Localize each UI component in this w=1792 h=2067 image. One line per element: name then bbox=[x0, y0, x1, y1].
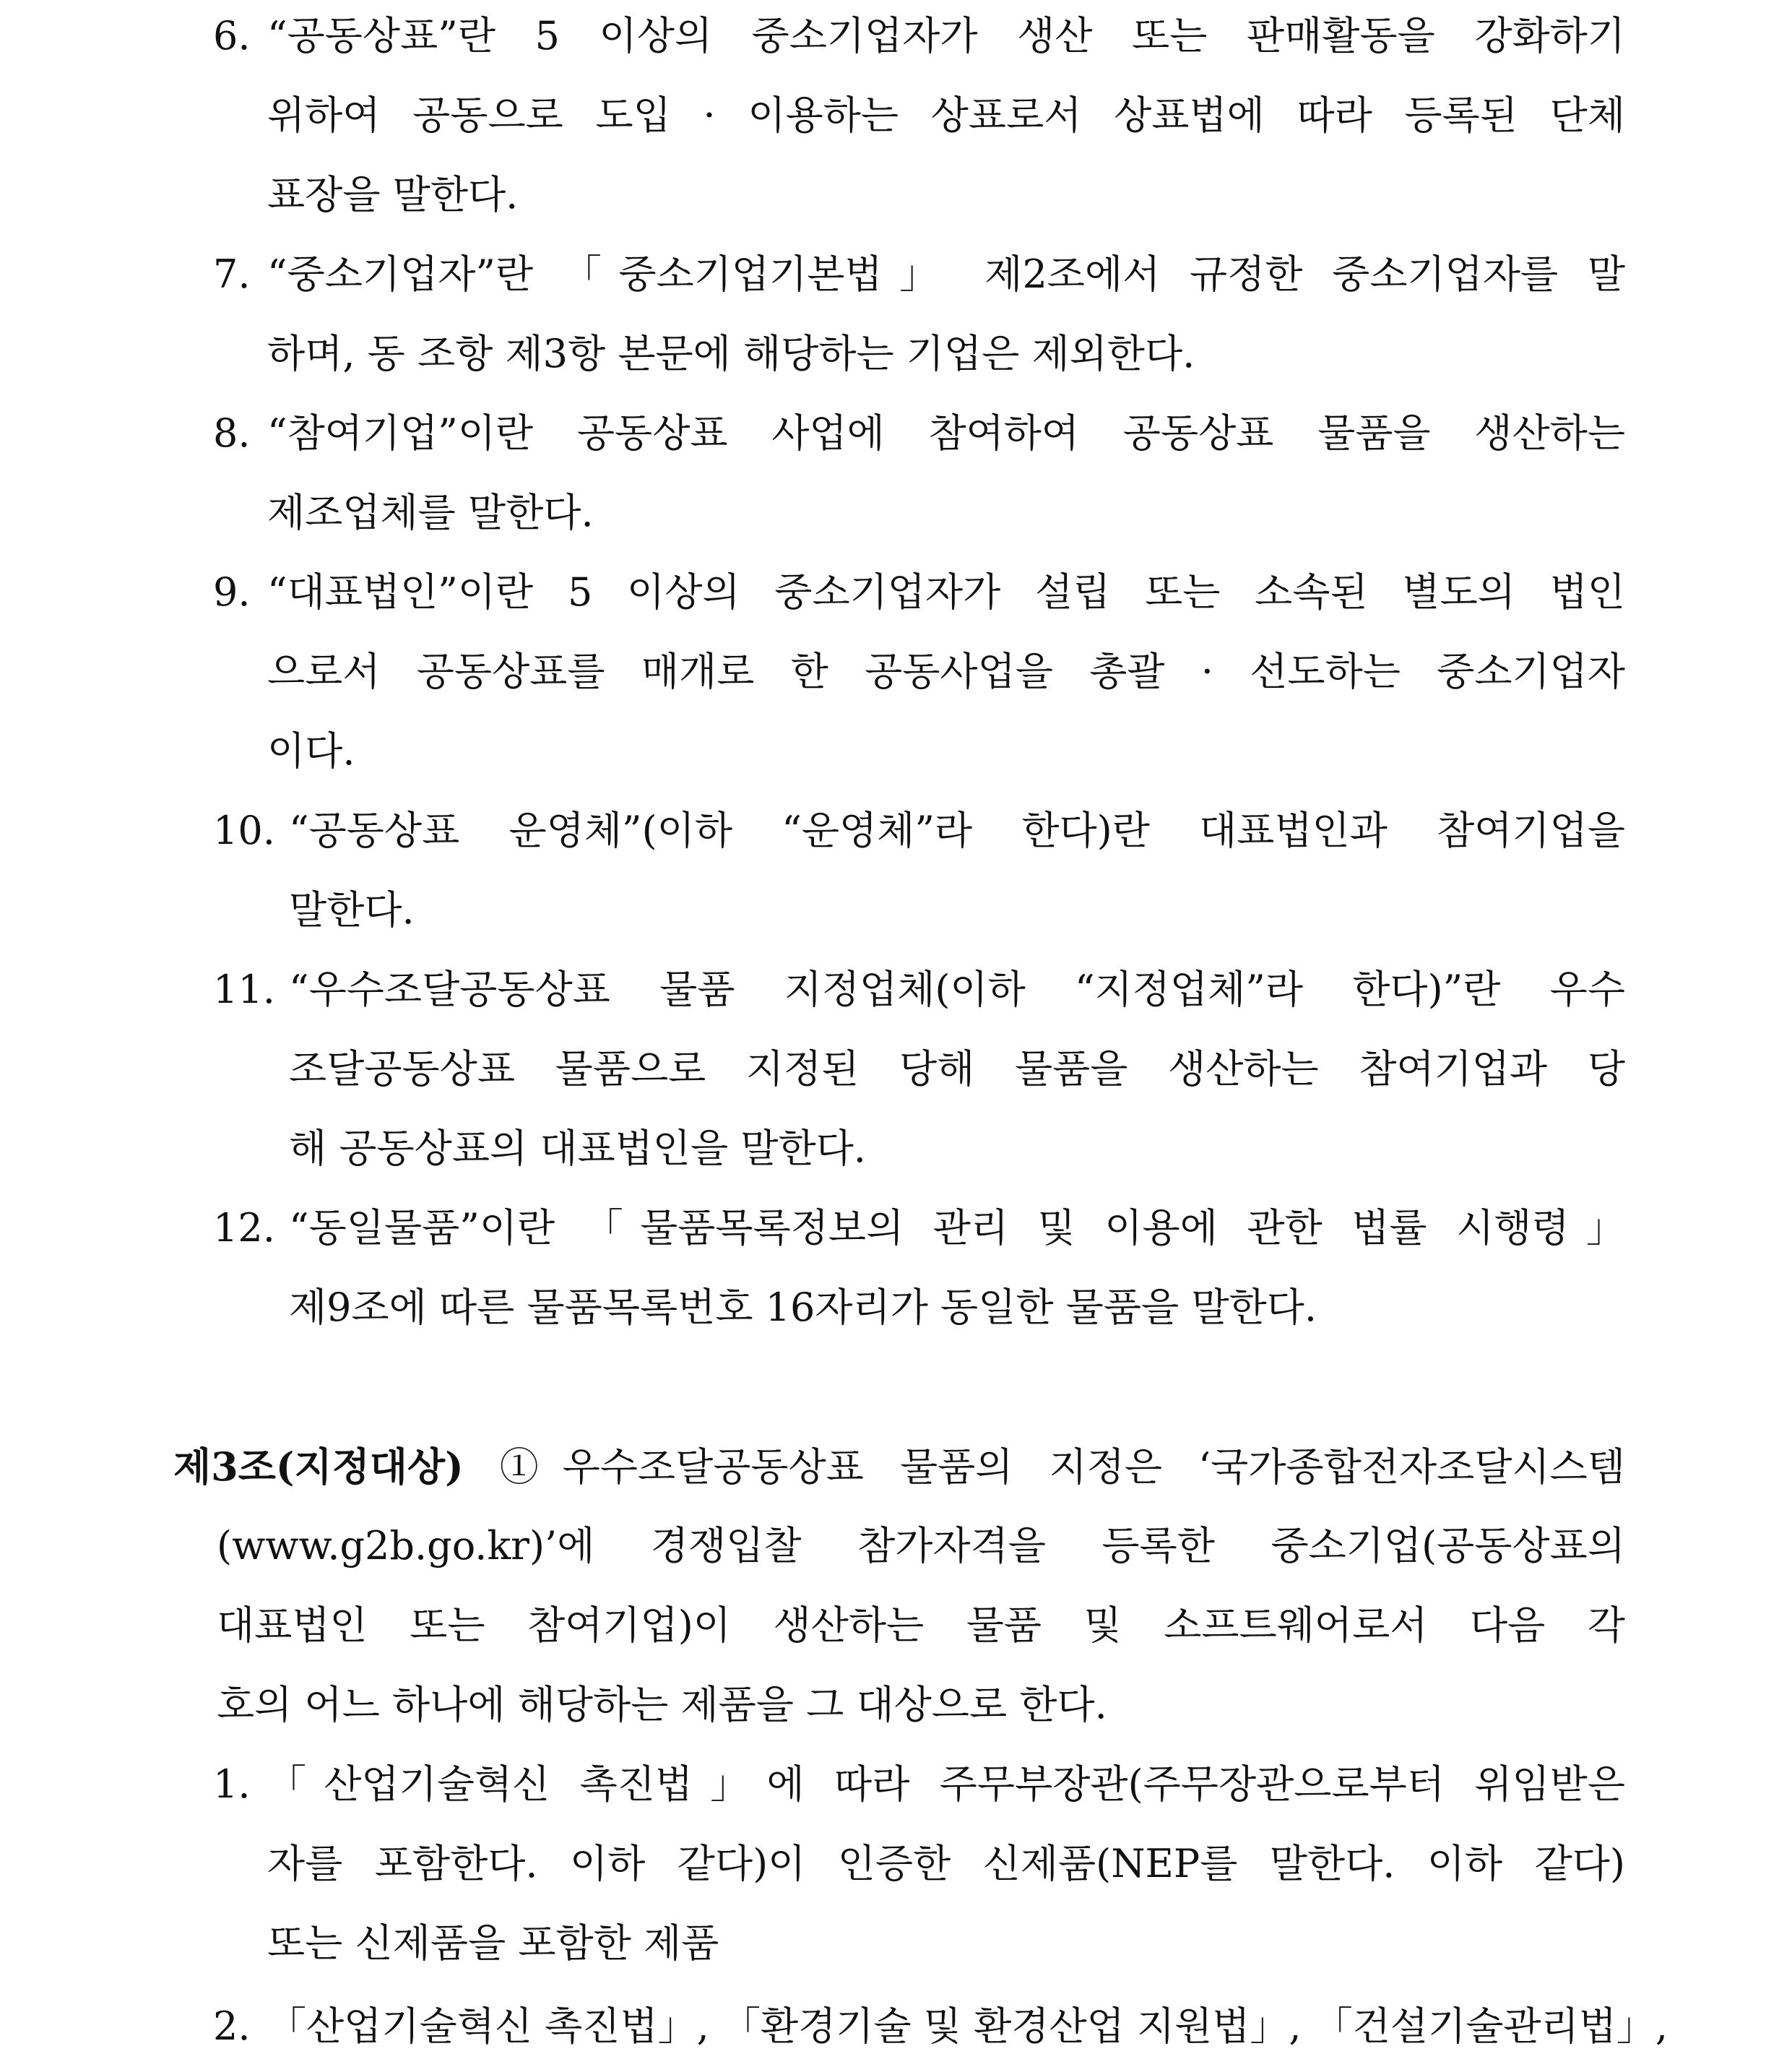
item-text-line: “우수조달공동상표 물품 지정업체(이하 “지정업체”라 한다)”란 우수 bbox=[289, 967, 1625, 1012]
item-text-line: 하며, 동 조항 제3항 본문에 해당하는 기업은 제외한다. bbox=[267, 331, 1195, 376]
item-text-line: 「산업기술혁신 촉진법」에 따라 주무부장관(주무장관으로부터 위임받은 bbox=[267, 1761, 1625, 1807]
article-text-line: (www.g2b.go.kr)’에 경쟁입찰 참가자격을 등록한 중소기업(공동상표의 bbox=[217, 1523, 1625, 1568]
item-number: 7. bbox=[213, 251, 251, 297]
item-number: 11. bbox=[213, 967, 275, 1012]
article-text: ①우수조달공동상표 물품의 지정은 ‘국가종합전자조달시스템 bbox=[499, 1444, 1625, 1490]
item-number: 2. bbox=[213, 2003, 251, 2049]
item-text-line: 또는 신제품을 포함한 제품 bbox=[267, 1920, 719, 1966]
item-text-line: 제조업체를 말한다. bbox=[267, 490, 594, 535]
article-text-line: 호의 어느 하나에 해당하는 제품을 그 대상으로 한다. bbox=[217, 1682, 1107, 1727]
item-text-line: 조달공동상표 물품으로 지정된 당해 물품을 생산하는 참여기업과 당 bbox=[289, 1046, 1625, 1092]
item-text-line: “참여기업”이란 공동상표 사업에 참여하여 공동상표 물품을 생산하는 bbox=[267, 410, 1625, 456]
item-text-line: 위하여 공동으로 도입 · 이용하는 상표로서 상표법에 따라 등록된 단체 bbox=[267, 92, 1625, 138]
item-text-line: 말한다. bbox=[289, 887, 415, 933]
item-text-line: “공동상표 운영체”(이하 “운영체”라 한다)란 대표법인과 참여기업을 bbox=[289, 808, 1625, 853]
item-number: 1. bbox=[213, 1761, 251, 1807]
item-text-line: 「산업기술혁신 촉진법」, 「환경기술 및 환경산업 지원법」, 「건설기술관리법」, bbox=[267, 2003, 1668, 2049]
item-text-line: 으로서 공동상표를 매개로 한 공동사업을 총괄 · 선도하는 중소기업자 bbox=[267, 649, 1625, 694]
article-heading: 제3조(지정대상) bbox=[173, 1444, 464, 1490]
item-text-line: “동일물품”이란 「물품목록정보의 관리 및 이용에 관한 법률 시행령」 bbox=[289, 1205, 1625, 1251]
item-number: 9. bbox=[213, 569, 251, 615]
item-text-line: “대표법인”이란 5 이상의 중소기업자가 설립 또는 소속된 별도의 법인 bbox=[267, 569, 1625, 615]
item-number: 10. bbox=[213, 808, 275, 853]
item-number: 6. bbox=[213, 13, 251, 59]
item-text-line: 자를 포함한다. 이하 같다)이 인증한 신제품(NEP를 말한다. 이하 같다) bbox=[267, 1841, 1625, 1886]
item-text-line: 이다. bbox=[267, 728, 355, 774]
item-number: 8. bbox=[213, 410, 251, 456]
item-text-line: 해 공동상표의 대표법인을 말한다. bbox=[289, 1126, 866, 1171]
article-text-line: 대표법인 또는 참여기업)이 생산하는 물품 및 소프트웨어로서 다음 각 bbox=[217, 1602, 1625, 1648]
item-text-line: “공동상표”란 5 이상의 중소기업자가 생산 또는 판매활동을 강화하기 bbox=[267, 13, 1625, 59]
item-text-line: 표장을 말한다. bbox=[267, 172, 519, 217]
item-number: 12. bbox=[213, 1205, 275, 1251]
item-text-line: 제9조에 따른 물품목록번호 16자리가 동일한 물품을 말한다. bbox=[289, 1285, 1317, 1330]
article-3-first-line bbox=[173, 1441, 1625, 1492]
item-text-line: “중소기업자”란 「중소기업기본법」 제2조에서 규정한 중소기업자를 말 bbox=[267, 251, 1625, 297]
